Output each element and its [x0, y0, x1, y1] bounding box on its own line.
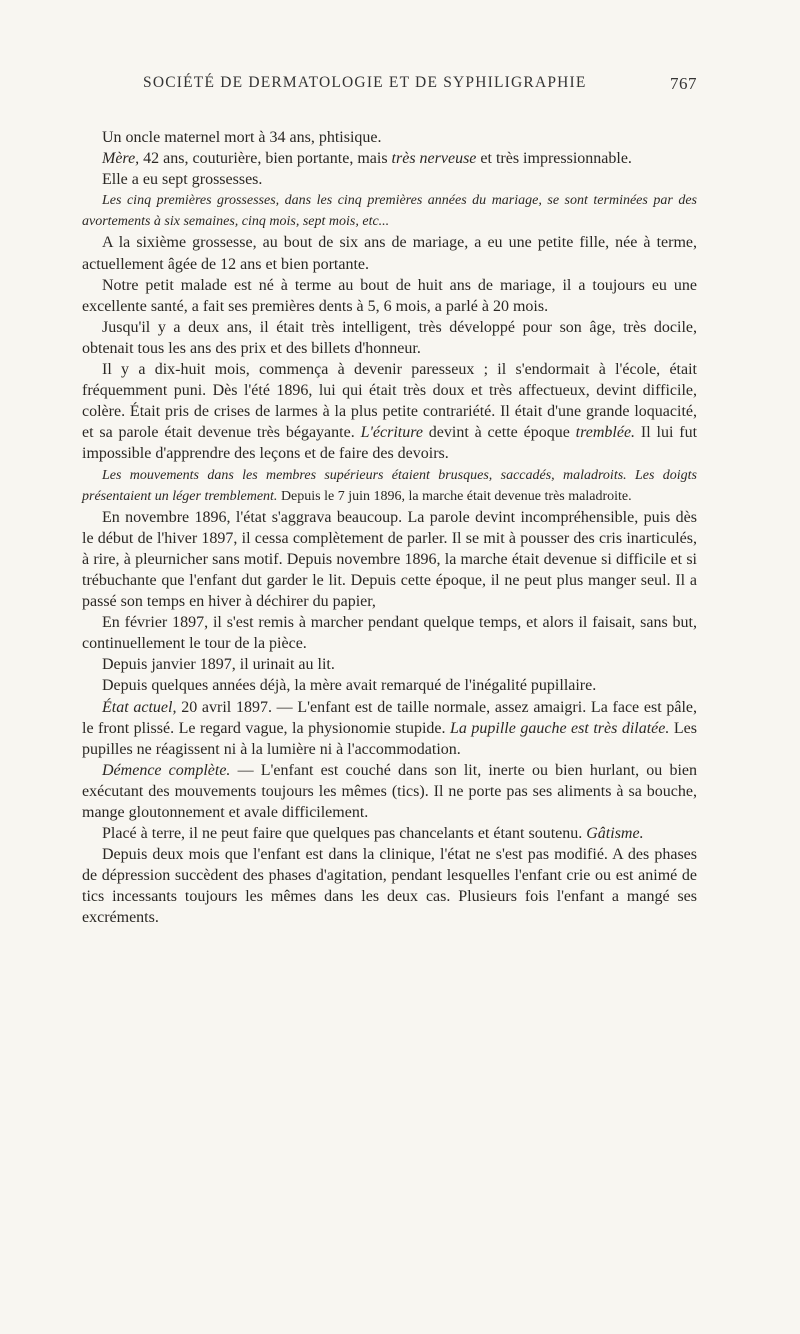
paragraph [82, 697, 697, 760]
text-run: A la sixième grossesse, au bout de six ans de mariage, a eu une petite fille, née à terme, actuellement âgée de 12 ans et bien portante. [82, 234, 697, 273]
text-run: Notre petit malade est né à terme au bout de huit ans de mariage, il a toujours eu une excellente santé, a fait ses premières dents à 5, 6 mois, a parlé à 20 mois. [82, 276, 697, 315]
text-run: Il y a dix-huit mois, commença à devenir paresseux ; il s'endormait à l'école, était fréquemment puni. Dès l'été 1896, lui qui était très doux et très affectueux, devint difficile, colère. Était pris de crises de larmes à la plus petite contrariété. Il était d'une grande loquacité, et sa parole était devenue très bégayante. [82, 361, 697, 442]
paragraph [82, 654, 697, 675]
italic-run: Démence complète. [102, 761, 231, 779]
italic-run: La pupille gauche est très dilatée. [450, 719, 670, 737]
paragraph [82, 612, 697, 654]
italic-run: Les cinq premières grossesses, dans les cinq premières années du mariage, se sont terminées par des avortements à six semaines, cinq mois, sept mois, etc... [82, 193, 697, 230]
italic-run: Les mouvements dans les membres supérieurs étaient brusques, saccadés, maladroits. Les doigts présentaient un léger tremblement. [82, 467, 697, 504]
text-run: En novembre 1896, l'état s'aggrava beaucoup. La parole devint incompréhensible, puis dès le début de l'hiver 1897, il cessa complètement de parler. Il se mit à pousser des cris inarticulés, à rire, à pleurnicher sans motif. Depuis novembre 1896, la marche était devenue si difficile et si trébuchante que l'enfant dut garder le lit. Depuis cette époque, il ne peut plus manger seul. Il a passé son temps en hiver à déchirer du papier, [82, 508, 697, 611]
text-run: Les pupilles ne réagissent ni à la lumière ni à l'accommodation. [82, 719, 697, 758]
paragraph [82, 844, 697, 928]
text-run: Depuis quelques années déjà, la mère avait remarqué de l'inégalité pupillaire. [102, 677, 597, 695]
text-run: Depuis deux mois que l'enfant est dans la clinique, l'état ne s'est pas modifié. A des phases de dépression succèdent des phases d'agitation, pendant lesquelles l'enfant crie ou est animé de tics incessants toujours les mêmes dans les deux cas. Plusieurs fois l'enfant a mangé ses excréments. [82, 846, 697, 927]
running-title: SOCIÉTÉ DE DERMATOLOGIE ET DE SYPHILIGRAPHIE [143, 74, 587, 91]
text-run: Placé à terre, il ne peut faire que quelques pas chancelants et étant soutenu. [102, 825, 587, 843]
text-run: 20 avril 1897. — L'enfant est de taille normale, assez amaigri. La face est pâle, le front plissé. Le regard vague, la physionomie stupide. [82, 698, 697, 737]
italic-run: tremblée. [575, 424, 636, 442]
italic-run: Mère, [102, 150, 140, 168]
paragraph [82, 465, 697, 507]
text-run: Elle a eu sept grossesses. [102, 171, 263, 189]
paragraph [82, 275, 697, 317]
text-run: Il lui fut impossible d'apprendre des leçons et de faire des devoirs. [82, 424, 698, 463]
paragraph [82, 760, 697, 823]
text-run: Depuis le 7 juin 1896, la marche était devenue très maladroite. [277, 488, 632, 504]
italic-run: très nerveuse [391, 150, 477, 168]
paragraph [82, 359, 697, 464]
italic-run: Gâtisme. [586, 825, 644, 843]
text-run: Depuis janvier 1897, il urinait au lit. [102, 656, 335, 674]
paragraph [82, 190, 697, 232]
paragraph [82, 823, 697, 844]
text-run: — L'enfant est couché dans son lit, inerte ou bien hurlant, ou bien exécutant des mouvements toujours les mêmes (tics). Il ne porte pas ses aliments à sa bouche, mange gloutonnement et avale difficilement. [82, 761, 698, 821]
paragraph [82, 317, 697, 359]
italic-run: État actuel, [102, 698, 177, 716]
text-run: Jusqu'il y a deux ans, il était très intelligent, très développé pour son âge, très docile, obtenait tous les ans des prix et des billets d'honneur. [82, 318, 697, 357]
text-run: et très impressionnable. [476, 150, 632, 168]
paragraph [82, 232, 697, 274]
paragraph [82, 169, 697, 190]
paragraph [82, 148, 697, 169]
paragraph [82, 507, 697, 612]
text-run: En février 1897, il s'est remis à marcher pendant quelque temps, et alors il faisait, sans but, continuellement le tour de la pièce. [82, 614, 697, 653]
body-text [82, 127, 697, 929]
paragraph [82, 127, 697, 148]
text-run: Un oncle maternel mort à 34 ans, phtisique. [102, 129, 382, 146]
paragraph [82, 675, 697, 696]
text-run: 42 ans, couturière, bien portante, mais [139, 150, 392, 168]
italic-run: L'écriture [360, 424, 423, 442]
page-number: 767 [670, 74, 697, 93]
text-run: devint à cette époque [422, 424, 576, 442]
